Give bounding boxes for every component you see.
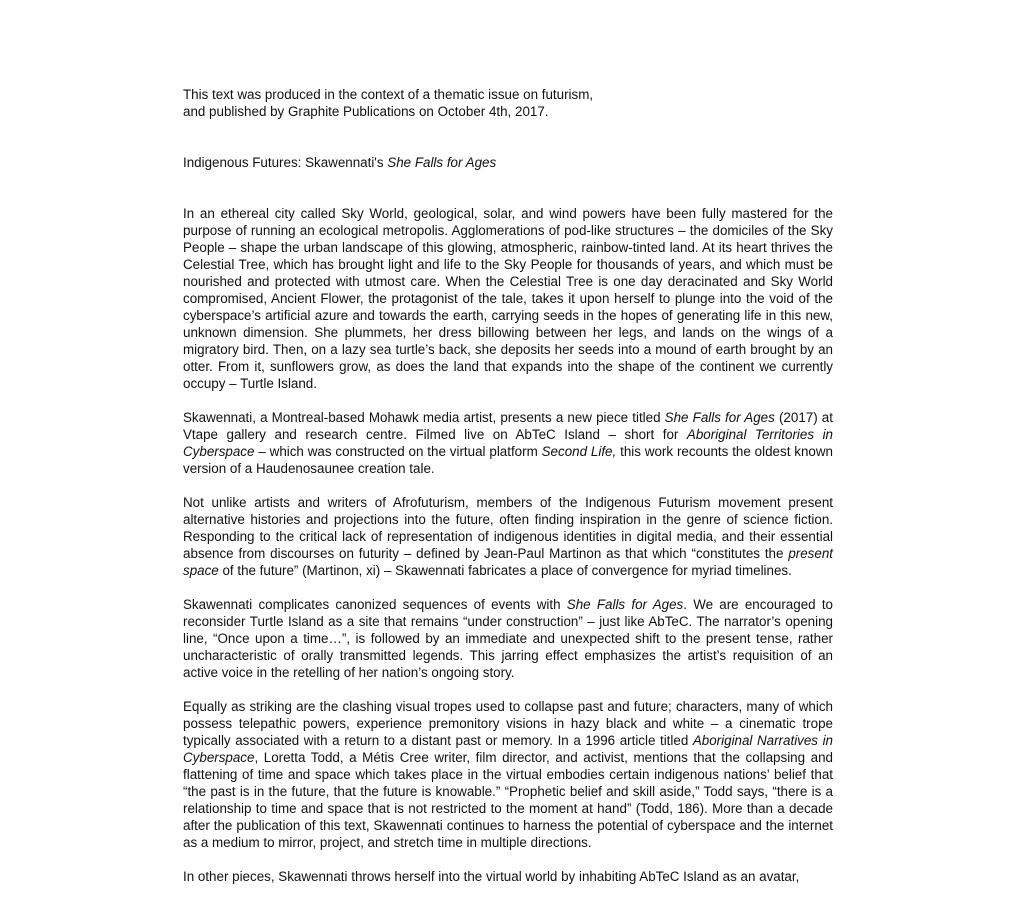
paragraph-5-text-c: , Loretta Todd, a Métis Cree writer, film director, and activist, mentions that the collapsing and flattening of time and space which takes place in the virtual embodies certain indigenous nations’ belief that “the past is in the future, that the future is knowable.” “Prophetic belief and skill aside,” Todd says, “there is a relationship to time and space that is not restricted to the moment at hand” (Todd, 186). More than a decade after the publication of this text, Skawennati continues to harness the potential of cyberspace and the internet as a medium to mirror, project, and stretch time in multiple directions. (183, 750, 833, 850)
article-title-italic: She Falls for Ages (387, 155, 497, 170)
article-title (183, 154, 833, 171)
paragraph-4-text-c: . We are encouraged to reconsider Turtle Island as a site that remains “under construction” – just like AbTeC. The narrator’s opening line, “Once upon a time…”, is followed by an immediate and unexpected shift to the present tense, rather uncharacteristic of orally transmitted legends. This jarring effect emphasizes the artist’s requisition of an active voice in the retelling of her nation’s ongoing story. (183, 597, 833, 680)
paragraph-5-text-a: Equally as striking are the clashing visual tropes used to collapse past and future; characters, many of which possess telepathic powers, experience premonitory visions in hazy black and white – a cinematic trope typically associated with a return to a distant past or memory. In a 1996 article titled (183, 699, 833, 748)
document-page (183, 86, 833, 902)
publication-note-line-2: and published by Graphite Publications on October 4th, 2017. (183, 104, 549, 119)
article-body (183, 205, 833, 885)
paragraph-4 (183, 596, 833, 681)
paragraph-2-italic-d: Aboriginal Territories in Cyberspace (183, 427, 833, 459)
paragraph-4-text-a: Skawennati complicates canonized sequences of events with (183, 597, 567, 612)
paragraph-1: In an ethereal city called Sky World, geological, solar, and wind powers have been fully mastered for the purpose of running an ecological metropolis. Agglomerations of pod-like structures – the domiciles of the Sky People – shape the urban landscape of this glowing, atmospheric, rainbow-tinted land. At its heart thrives the Celestial Tree, which has brought light and life to the Sky People for thousands of years, and which must be nourished and protected with utmost care. When the Celestial Tree is one day deracinated and Sky World compromised, Ancient Flower, the protagonist of the tale, takes it upon herself to plunge into the void of the cyberspace’s artificial azure and towards the earth, carrying seeds in the hopes of generating life in this new, unknown dimension. She plummets, her dress billowing between her legs, and lands on the wings of a migratory bird. Then, on a lazy sea turtle’s back, she deposits her seeds into a mound of earth brought by an otter. From it, sunflowers grow, as does the land that expands into the shape of the continent we currently occupy – Turtle Island. (183, 206, 833, 391)
publication-note (183, 86, 833, 120)
paragraph-2-text-e: – which was constructed on the virtual platform (254, 444, 542, 459)
paragraph-6: In other pieces, Skawennati throws herself into the virtual world by inhabiting AbTeC Island as an avatar, (183, 869, 800, 884)
paragraph-2-italic-b: She Falls for Ages (664, 410, 775, 425)
paragraph-3-italic-b: present space (183, 546, 833, 578)
publication-note-line-1: This text was produced in the context of a thematic issue on futurism, (183, 87, 594, 102)
paragraph-5 (183, 698, 833, 851)
paragraph-3-text-c: of the future” (Martinon, xi) – Skawennati fabricates a place of convergence for myriad timelines. (218, 563, 792, 578)
paragraph-3 (183, 494, 833, 579)
paragraph-4-italic-b: She Falls for Ages (566, 597, 684, 612)
article-title-text: Indigenous Futures: Skawennati's (183, 155, 388, 170)
paragraph-2-italic-f: Second Life, (541, 444, 617, 459)
paragraph-2 (183, 409, 833, 477)
paragraph-2-text-c: (2017) at Vtape gallery and research centre. Filmed live on AbTeC Island – short for (183, 410, 833, 442)
paragraph-3-text-a: Not unlike artists and writers of Afrofuturism, members of the Indigenous Futurism movement present alternative histories and projections into the future, often finding inspiration in the genre of science fiction. Responding to the critical lack of representation of indigenous identities in digital media, and their essential absence from discourses on futurity – defined by Jean-Paul Martinon as that which “constitutes the (183, 495, 833, 561)
paragraph-2-text-g: this work recounts the oldest known version of a Haudenosaunee creation tale. (183, 444, 833, 476)
paragraph-2-text-a: Skawennati, a Montreal-based Mohawk media artist, presents a new piece titled (183, 410, 665, 425)
paragraph-5-italic-b: Aboriginal Narratives in Cyberspace (183, 733, 833, 765)
